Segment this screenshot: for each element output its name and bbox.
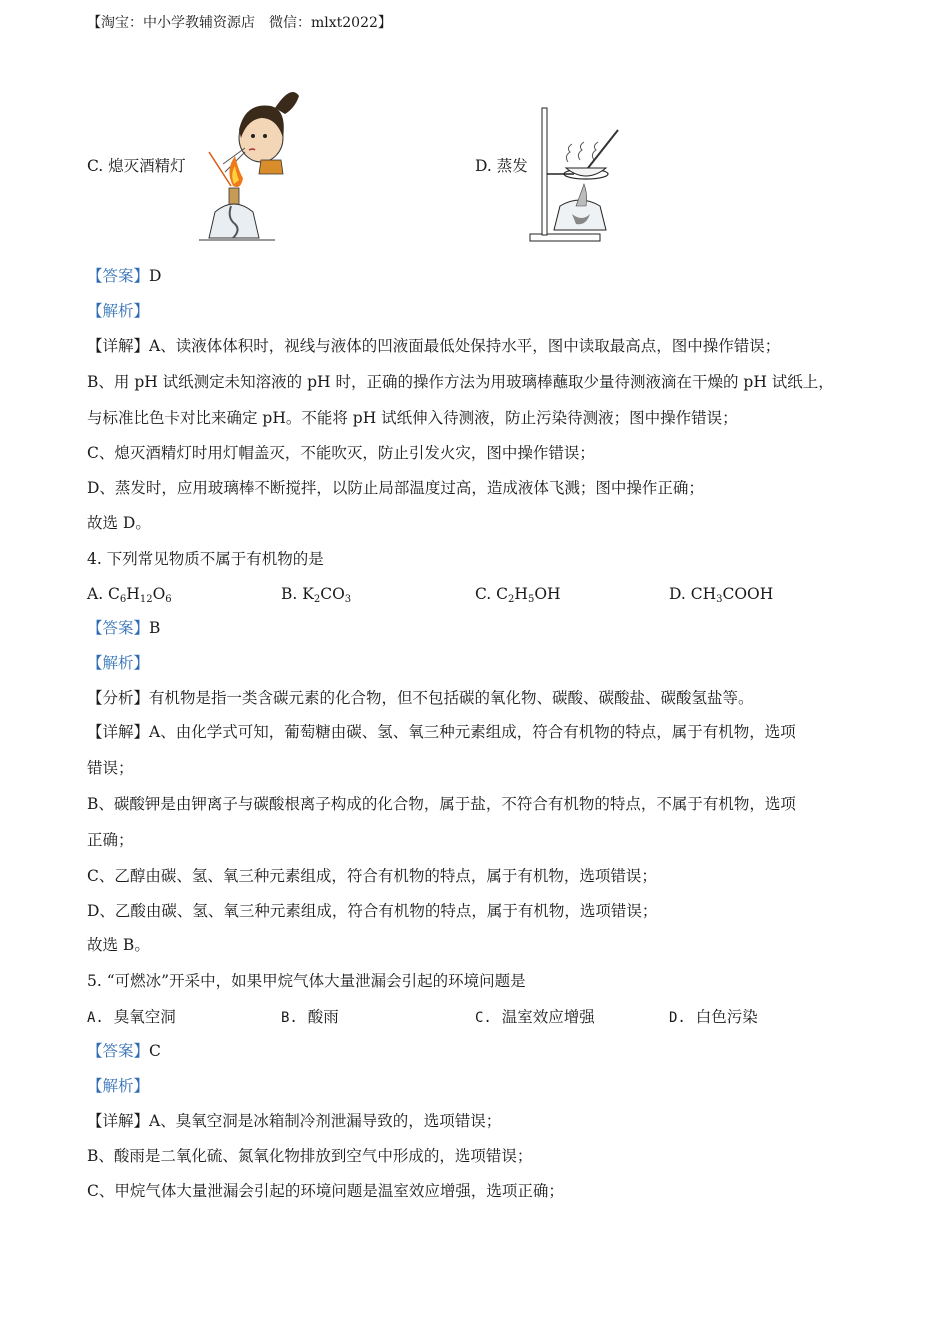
detail-text-a1: A、由化学式可知，葡萄糖由碳、氢、氧三种元素组成，符合有机物的特点，属于有机物，选项 <box>149 723 796 741</box>
detail-tag: 【详解】 <box>87 337 150 355</box>
question-4: 4. 下列常见物质不属于有机物的是 <box>87 550 324 568</box>
detail-text-d: D、乙酸由碳、氢、氧三种元素组成，符合有机物的特点，属于有机物，选项错误； <box>87 902 658 920</box>
fenxi-text: 有机物是指一类含碳元素的化合物，但不包括碳的氧化物、碳酸、碳酸盐、碳酸氢盐等。 <box>149 689 754 707</box>
conclusion: 故选 B。 <box>87 936 150 954</box>
q4-option-b: B. $K_2CO_3$ <box>281 585 352 605</box>
detail-text-c: C、甲烷气体大量泄漏会引起的环境问题是温室效应增强，选项正确； <box>87 1182 564 1200</box>
detail-tag: 【详解】 <box>87 723 150 741</box>
detail-text-a2: 错误； <box>87 759 134 777</box>
q5-option-c: C. 温室效应增强 <box>475 1008 595 1026</box>
detail-text-b1: B、用 pH 试纸测定未知溶液的 pH 时，正确的操作方法为用玻璃棒蘸取少量待测液滴在干燥的 pH 试纸上， <box>87 373 834 391</box>
fenxi-tag: 【分析】 <box>87 689 150 707</box>
answer-tag: 【答案】 <box>87 619 150 637</box>
detail-text-b: B、酸雨是二氧化硫、氮氧化物排放到空气中形成的，选项错误； <box>87 1147 533 1165</box>
answer-value: C <box>149 1042 161 1060</box>
detail-text-c: C、熄灭酒精灯时用灯帽盖灭，不能吹灭，防止引发火灾，图中操作错误； <box>87 444 595 462</box>
analysis-tag: 【解析】 <box>87 302 150 320</box>
answer-value: D <box>149 267 162 285</box>
answer-tag: 【答案】 <box>87 1042 150 1060</box>
analysis-tag: 【解析】 <box>87 1077 150 1095</box>
page-header: 【淘宝：中小学教辅资源店 微信：mlxt2022】 <box>87 15 392 31</box>
detail-text-b1: B、碳酸钾是由钾离子与碳酸根离子构成的化合物，属于盐，不符合有机物的特点，不属于有机物，选项 <box>87 795 796 813</box>
detail-text-b2: 正确； <box>87 831 134 849</box>
detail-tag: 【详解】 <box>87 1112 150 1130</box>
option-d-label: D. 蒸发 <box>475 157 528 175</box>
detail-text-b2: 与标准比色卡对比来确定 pH。不能将 pH 试纸伸入待测液，防止污染待测液；图中操作错误； <box>87 409 738 427</box>
q5-option-b: B. 酸雨 <box>281 1008 339 1026</box>
blowing-out-alcohol-lamp-figure <box>195 78 305 246</box>
detail-text-a: A、读液体体积时，视线与液体的凹液面最低处保持水平，图中读取最高点，图中操作错误； <box>149 337 781 355</box>
q4-option-a: A. $C_6H_{12}O_6$ <box>87 585 172 605</box>
q4-option-d: D. $CH_3COOH$ <box>669 585 774 605</box>
analysis-tag: 【解析】 <box>87 654 150 672</box>
detail-text-c: C、乙醇由碳、氢、氧三种元素组成，符合有机物的特点，属于有机物，选项错误； <box>87 867 657 885</box>
detail-text-a: A、臭氧空洞是冰箱制冷剂泄漏导致的，选项错误； <box>149 1112 502 1130</box>
option-c-label: C. 熄灭酒精灯 <box>87 157 186 175</box>
conclusion: 故选 D。 <box>87 514 151 532</box>
question-5: 5. “可燃冰”开采中，如果甲烷气体大量泄漏会引起的环境问题是 <box>87 972 526 990</box>
q5-option-d: D. 白色污染 <box>669 1008 758 1026</box>
answer-value: B <box>149 619 161 637</box>
evaporation-apparatus-figure <box>528 102 632 244</box>
q5-option-a: A. 臭氧空洞 <box>87 1008 176 1026</box>
q4-option-c: C. $C_2H_5OH$ <box>475 585 561 605</box>
detail-text-d: D、蒸发时，应用玻璃棒不断搅拌，以防止局部温度过高，造成液体飞溅；图中操作正确； <box>87 479 704 497</box>
answer-tag: 【答案】 <box>87 267 150 285</box>
